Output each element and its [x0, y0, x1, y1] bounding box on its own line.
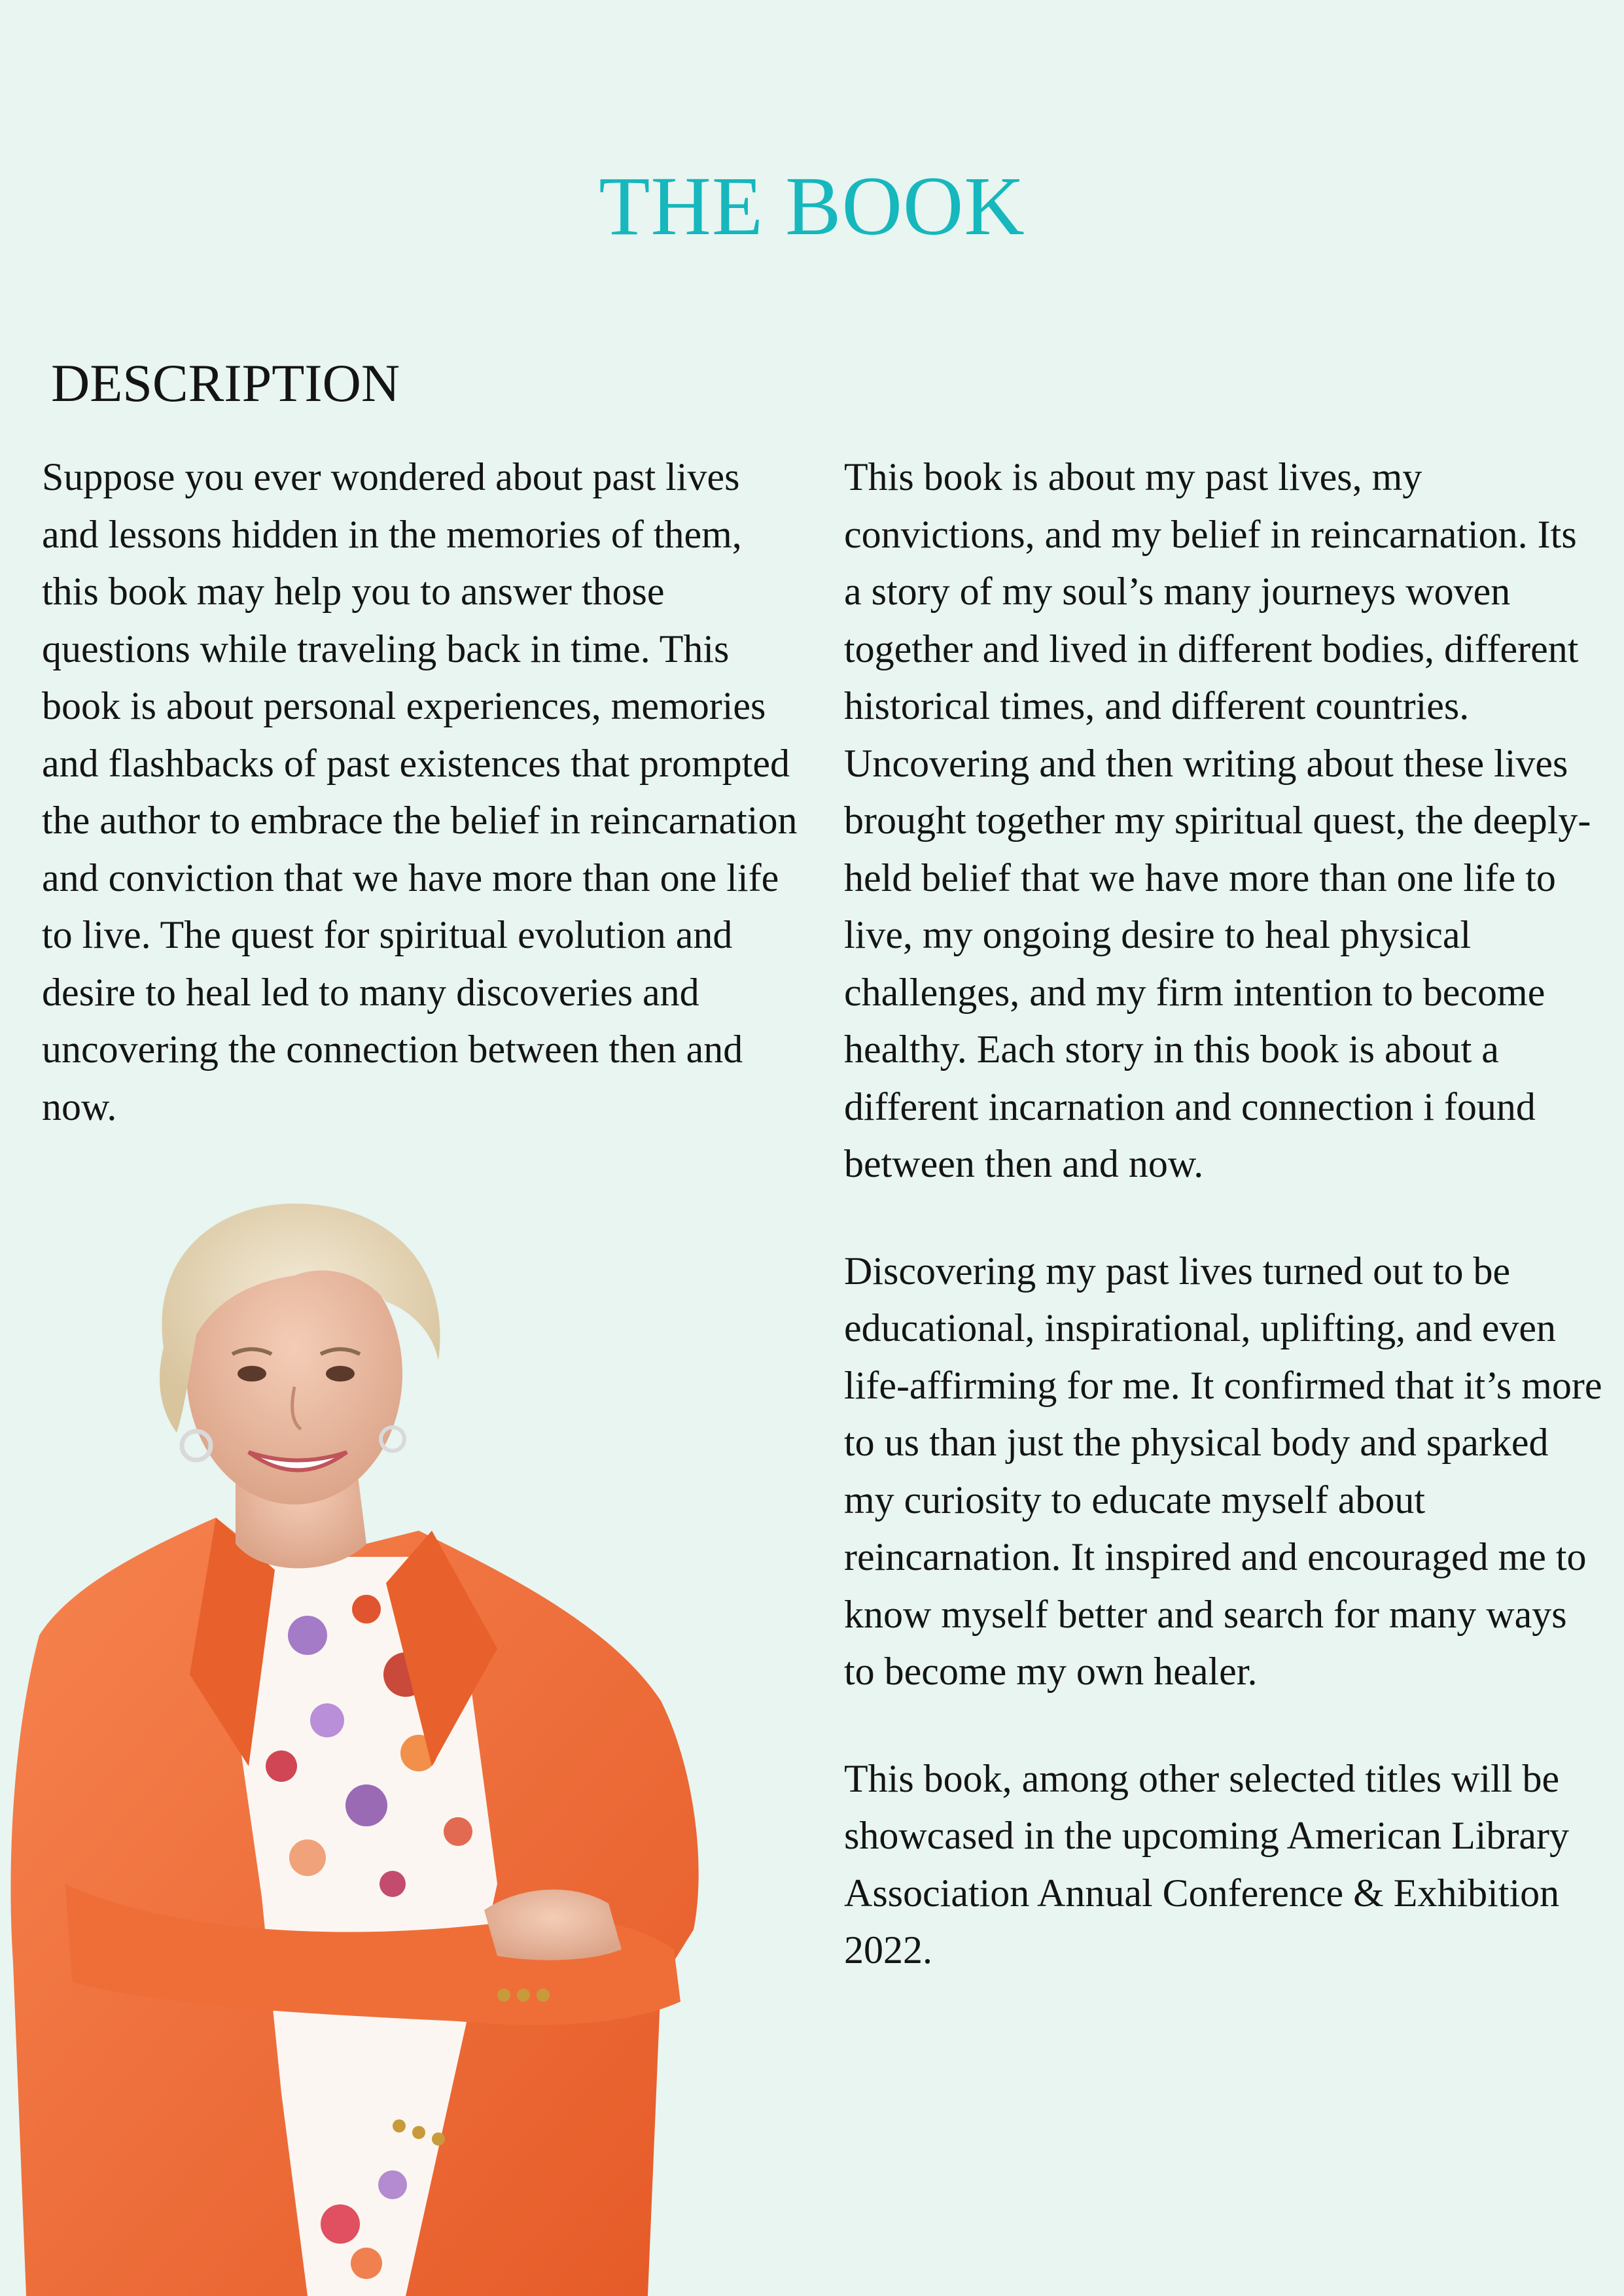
section-heading-description: DESCRIPTION — [51, 353, 400, 413]
right-column — [844, 449, 1603, 1979]
left-paragraph: Suppose you ever wondered about past lives and lessons hidden in the memories of them, this book may help you to answer those questions while traveling back in time. This book is about personal experiences, memories and flashbacks of past existences that prompted the author to embrace the belief in reincarnation and conviction that we have more than one life to live. The quest for spiritual evolution and desire to heal led to many discoveries and uncovering the connection between then and now. — [42, 455, 798, 1128]
page-title: THE BOOK — [599, 160, 1025, 252]
right-paragraph-1: This book is about my past lives, my convictions, and my belief in reincarnation. Its a story of my soul’s many journeys woven together and lived in different bodies, different historical times, and different countries. Uncovering and then writing about these lives brought together my spiritual quest, the deeply-held belief that we have more than one life to live, my ongoing desire to heal physical challenges, and my firm intention to become healthy. Each story in this book is about a different incarnation and connection i found between then and now. — [844, 455, 1591, 1185]
right-paragraph-2: Discovering my past lives turned out to be educational, inspirational, uplifting, and even life-affirming for me. It confirmed that it’s more to us than just the physical body and sparked my curiosity to educate myself about reincarnation. It inspired and encouraged me to know myself better and search for many ways to become my own healer. — [844, 1249, 1602, 1693]
author-photo — [0, 1177, 733, 2296]
right-paragraph-3: This book, among other selected titles will be showcased in the upcoming American Library Association Annual Conference & Exhibition 2022. — [844, 1756, 1570, 1972]
left-column — [42, 449, 801, 1136]
